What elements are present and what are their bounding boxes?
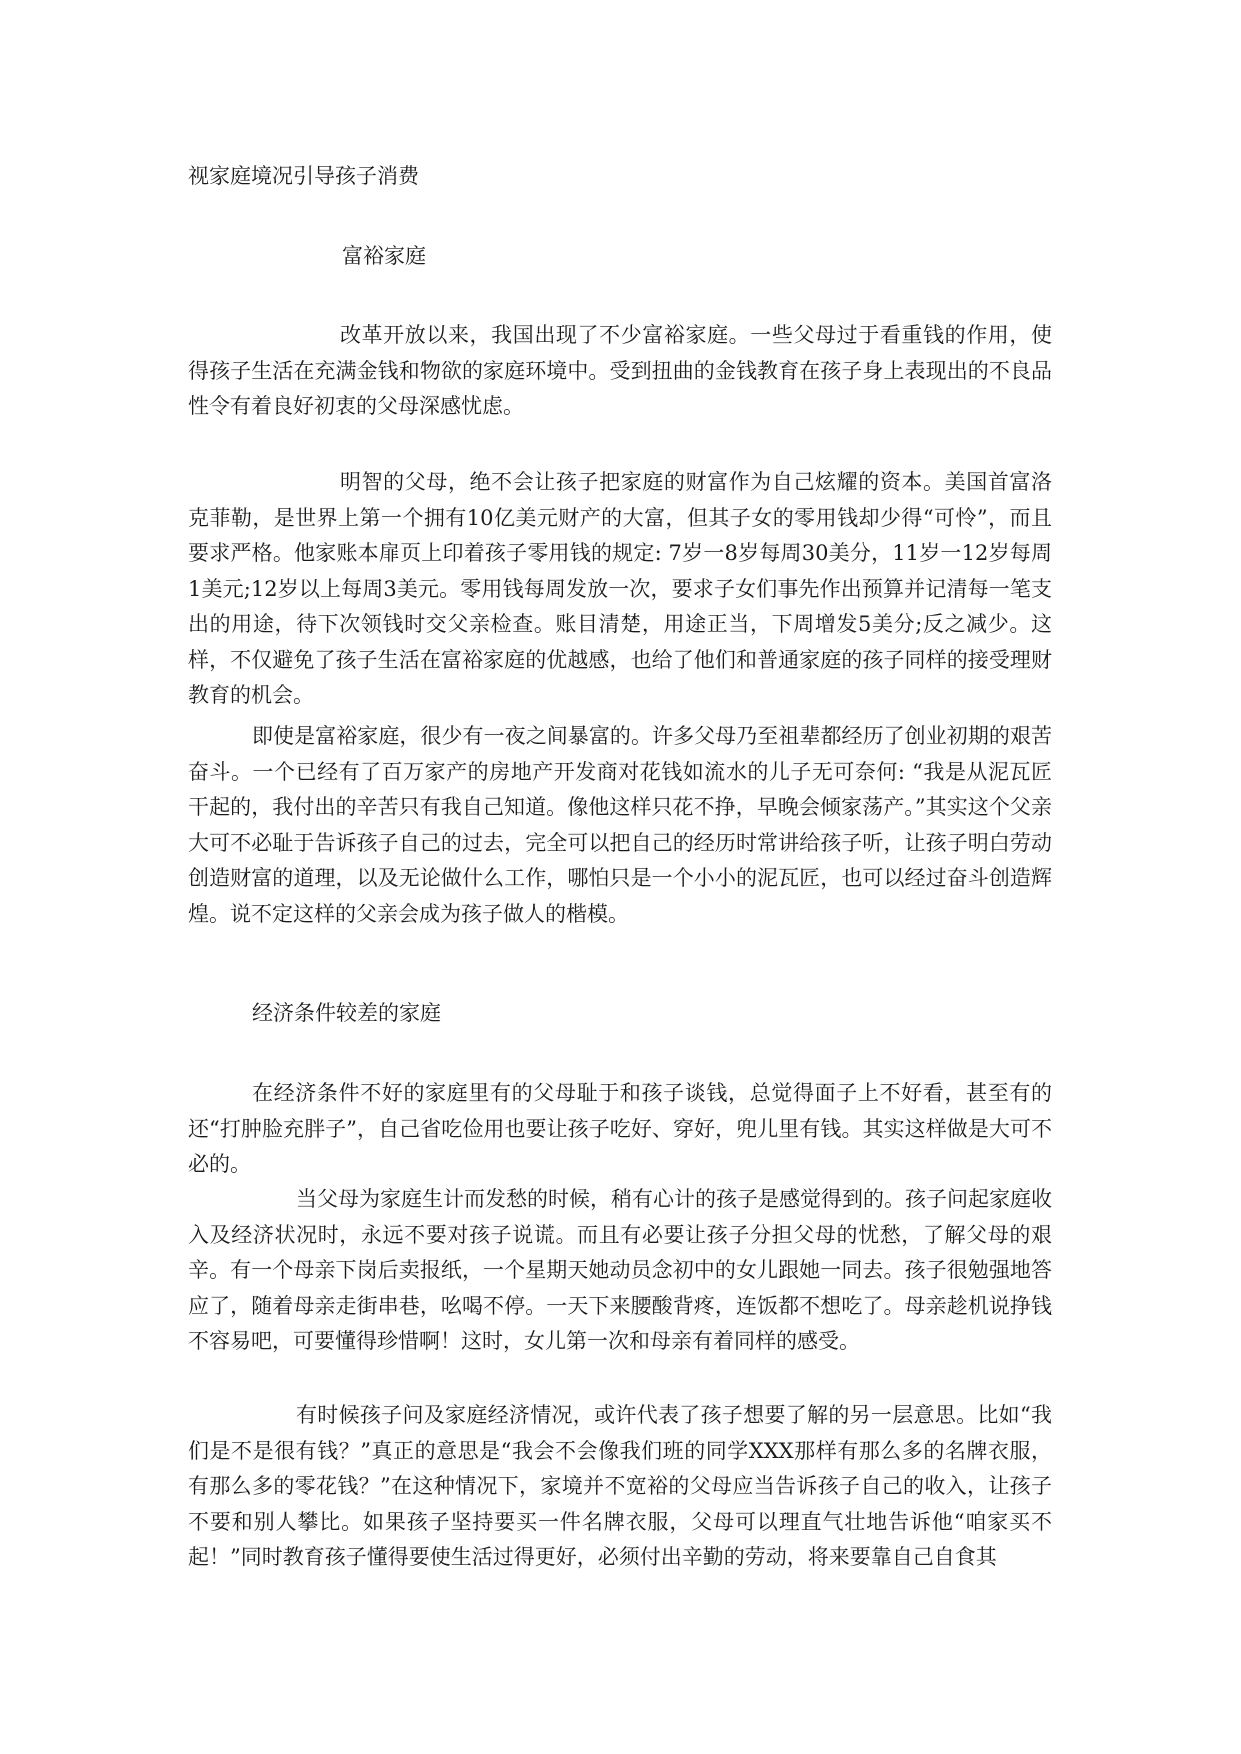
- paragraph: 当父母为家庭生计而发愁的时候，稍有心计的孩子是感觉得到的。孩子问起家庭收入及经济状况时，永远不要对孩子说谎。而且有必要让孩子分担父母的忧愁，了解父母的艰辛。有一个母亲下岗后卖报纸，一个星期天她动员念初中的女儿跟她一同去。孩子很勉强地答应了，随着母亲走街串巷，吆喝不停。一天下来腰酸背疼，连饭都不想吃了。母亲趁机说挣钱不容易吧，可要懂得珍惜啊！这时，女儿第一次和母亲有着同样的感受。: [188, 1187, 1052, 1353]
- section-heading-poor-family: 经济条件较差的家庭: [252, 1001, 441, 1025]
- section-heading-wealthy-family: 富裕家庭: [342, 244, 426, 268]
- paragraph: 即使是富裕家庭，很少有一夜之间暴富的。许多父母乃至祖辈都经历了创业初期的艰苦奋斗。一个已经有了百万家产的房地产开发商对花钱如流水的儿子无可奈何: “我是从泥瓦匠干起的，我付出的辛苦只有我自己知道。像他这样只花不挣，早晚会倾家荡产。”其实这个父亲大可不必耻于告诉孩子自己的过去，完全可以把自己的经历时常讲给孩子听，让孩子明白劳动创造财富的道理，以及无论做什么工作，哪怕只是一个小小的泥瓦匠，也可以经过奋斗创造辉煌。说不定这样的父亲会成为孩子做人的楷模。: [188, 724, 1052, 926]
- paragraph: 有时候孩子问及家庭经济情况，或许代表了孩子想要了解的另一层意思。比如“我们是不是很有钱？”真正的意思是“我会不会像我们班的同学XXX那样有那么多的名牌衣服，有那么多的零花钱？”在这种情况下，家境并不宽裕的父母应当告诉孩子自己的收入，让孩子不要和别人攀比。如果孩子坚持要买一件名牌衣服，父母可以理直气壮地告诉他“咱家买不起！”同时教育孩子懂得要使生活过得更好，必须付出辛勤的劳动，将来要靠自己自食其: [188, 1403, 1052, 1569]
- document-title: 视家庭境况引导孩子消费: [188, 164, 419, 188]
- paragraph: 在经济条件不好的家庭里有的父母耻于和孩子谈钱，总觉得面子上不好看，甚至有的还“打肿脸充胖子”，自己省吃俭用也要让孩子吃好、穿好，兜儿里有钱。其实这样做是大可不必的。: [188, 1081, 1052, 1176]
- paragraph: 明智的父母，绝不会让孩子把家庭的财富作为自己炫耀的资本。美国首富洛克菲勒，是世界上第一个拥有10亿美元财产的大富，但其子女的零用钱却少得“可怜”，而且要求严格。他家账本扉页上印着孩子零用钱的规定: 7岁一8岁每周30美分，11岁一12岁每周1美元;12岁以上每周3美元。零用钱每周发放一次，要求子女们事先作出预算并记清每一笔支出的用途，待下次领钱时交父亲检查。账目清楚，用途正当，下周增发5美分;反之减少。这样，不仅避免了孩子生活在富裕家庭的优越感，也给了他们和普通家庭的孩子同样的接受理财教育的机会。: [188, 470, 1052, 707]
- paragraph: 改革开放以来，我国出现了不少富裕家庭。一些父母过于看重钱的作用，使得孩子生活在充满金钱和物欲的家庭环境中。受到扭曲的金钱教育在孩子身上表现出的不良品性令有着良好初衷的父母深感忧虑。: [188, 323, 1052, 418]
